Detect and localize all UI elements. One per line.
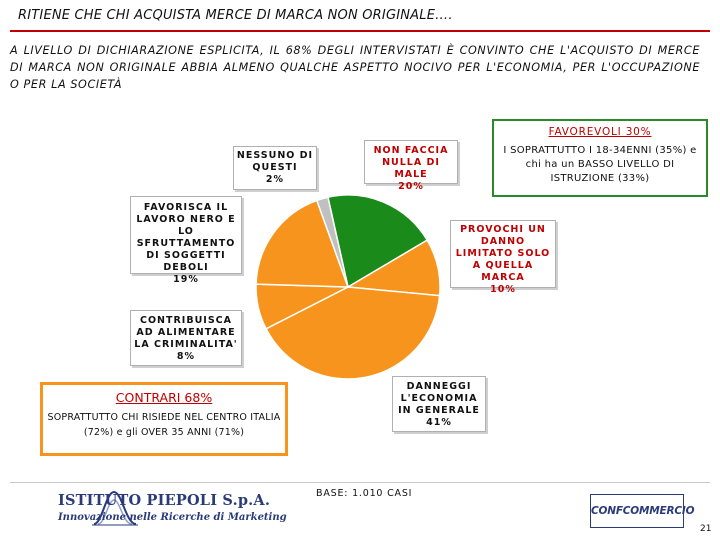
favorevoli-note: I SOPRATTUTTO I 18-34ENNI (35%) e chi ha un BASSO LIVELLO DI ISTRUZIONE (33%) [503,145,697,184]
label-favorisca-pct: 19% [173,274,199,285]
contrari-box [40,382,288,456]
label-provochi [450,220,556,295]
intro-text: A LIVELLO DI DICHIARAZIONE ESPLICITA, IL 68% DEGLI INTERVISTATI È CONVINTO CHE L'ACQUISTO DI MERCE DI MARCA NON ORIGINALE ABBIA ALMENO QUALCHE ASPETTO NOCIVO PER L'ECONOMIA, PER L'OCCUPAZIONE O PER LA SOCIETÀ [10,44,700,91]
footer-divider [10,482,710,483]
label-contribuisca [130,310,242,366]
label-contribuisca-text: CONTRIBUISCA AD ALIMENTARE LA CRIMINALITA' [134,315,238,350]
label-contribuisca-pct: 8% [176,351,196,362]
favorevoli-box [492,119,708,197]
label-danneggi-text: DANNEGGI L'ECONOMIA IN GENERALE [398,381,480,416]
label-provochi-text: PROVOCHI UN DANNO LIMITATO SOLO A QUELLA MARCA [455,224,551,283]
label-provochi-pct: 10% [490,284,516,295]
piepoli-logo-name: ISTITUTO PIEPOLI S.p.A. [58,492,271,509]
label-danneggi [392,376,486,432]
label-non-faccia-pct: 20% [398,181,424,192]
label-favorisca [130,196,242,285]
label-non-faccia [364,140,458,192]
piepoli-logo-tagline: Innovazione nelle Ricerche di Marketing [58,512,287,523]
page-title: RITIENE CHE CHI ACQUISTA MERCE DI MARCA NON ORIGINALE…. [18,8,453,23]
confcommercio-logo-text: CONFCOMMERCIO [591,505,695,517]
confcommercio-logo [590,494,695,528]
label-non-faccia-text: NON FACCIA NULLA DI MALE [373,145,449,180]
label-danneggi-pct: 41% [426,417,452,428]
label-nessuno [233,146,317,190]
label-favorisca-text: FAVORISCA IL LAVORO NERO E LO SFRUTTAMENTO DI SOGGETTI DEBOLI [136,202,236,273]
sample-base: BASE: 1.010 CASI [316,488,413,499]
label-nessuno-text: NESSUNO DI QUESTI [236,150,314,173]
contrari-note: SOPRATTUTTO CHI RISIEDE NEL CENTRO ITALIA (72%) e gli OVER 35 ANNI (71%) [47,412,281,438]
favorevoli-heading: FAVOREVOLI 30% [548,126,652,138]
page-number: 21 [700,524,712,534]
label-nessuno-pct: 2% [265,174,285,185]
contrari-heading: CONTRARI 68% [115,390,213,405]
